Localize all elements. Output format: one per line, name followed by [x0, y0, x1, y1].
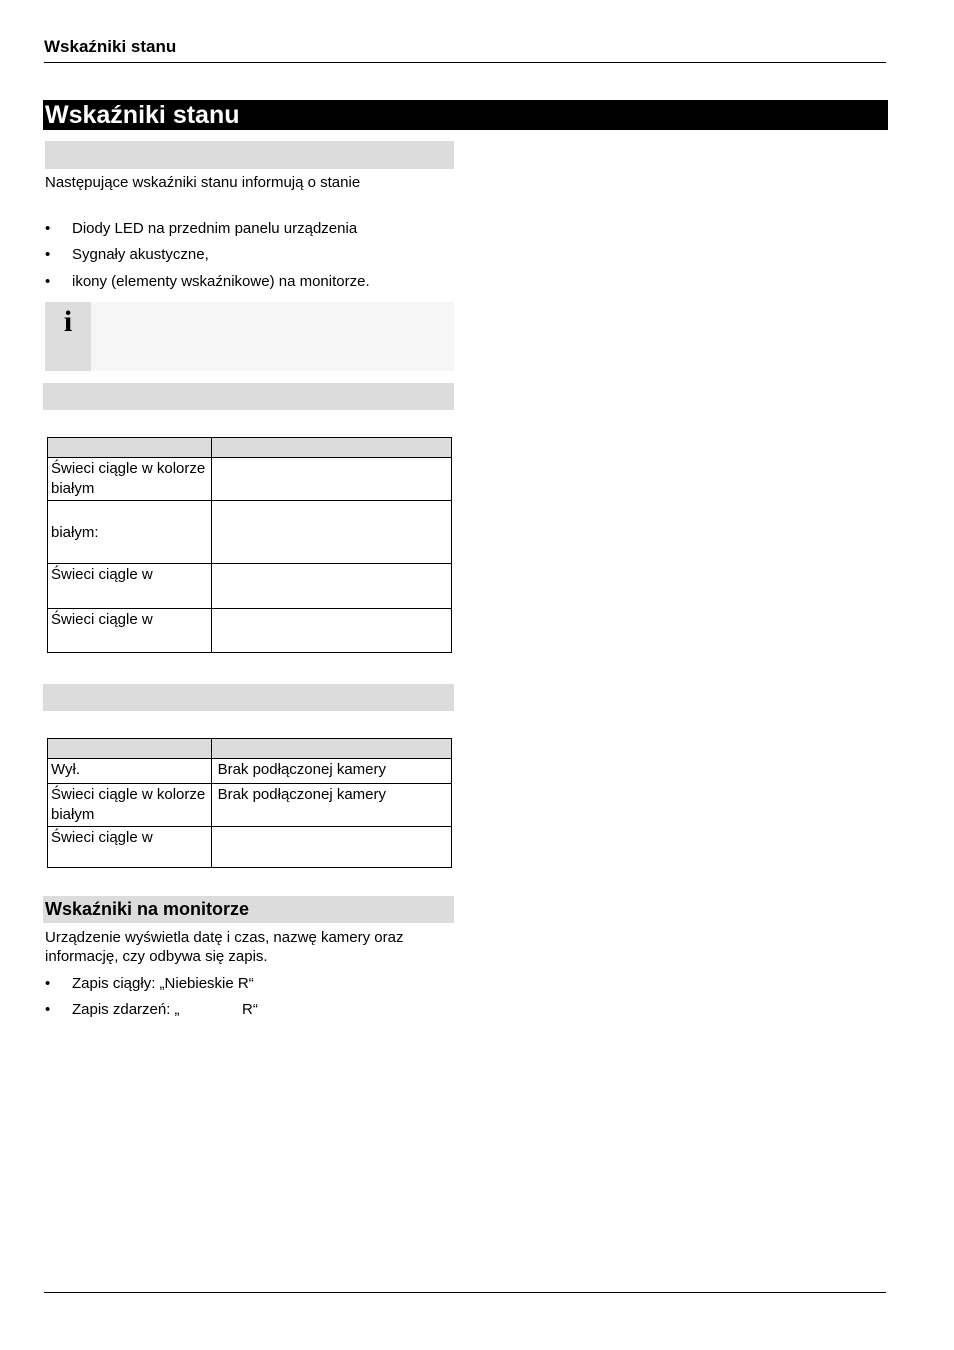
bullet-icon: • — [45, 273, 51, 290]
table-cell-state: Świeci ciągle w — [48, 827, 212, 868]
bullet-icon: • — [45, 220, 51, 237]
table-row — [48, 759, 452, 784]
table-row — [48, 784, 452, 827]
table-cell-meaning — [211, 564, 451, 609]
header-rule — [44, 62, 886, 63]
table-row — [48, 458, 452, 501]
note-box — [45, 302, 454, 371]
table-cell-meaning — [211, 458, 451, 501]
table-row — [48, 501, 452, 564]
table-cell-state: Świeci ciągle w — [48, 609, 212, 653]
bullet-icon: • — [45, 975, 51, 992]
page-title: Wskaźniki stanu — [43, 100, 888, 130]
section-bar-2 — [43, 383, 454, 410]
list-item-text: ikony (elementy wskaźnikowe) na monitorze. — [72, 273, 370, 290]
table-cell-state: Świeci ciągle w — [48, 564, 212, 609]
led-table-2 — [47, 738, 452, 868]
table-cell-state: Świeci ciągle w kolorze białym — [48, 784, 212, 827]
table-cell-meaning — [211, 609, 451, 653]
table-row — [48, 564, 452, 609]
list-item-text: Zapis zdarzeń: „ R“ — [72, 1001, 258, 1018]
monitor-section-heading: Wskaźniki na monitorze — [43, 896, 454, 923]
list-item-text: Zapis ciągły: „Niebieskie R“ — [72, 975, 254, 992]
bullet-icon: • — [45, 246, 51, 263]
list-item-text: Diody LED na przednim panelu urządzenia — [72, 220, 358, 237]
table-row — [48, 609, 452, 653]
intro-text: Następujące wskaźniki stanu informują o stanie — [45, 174, 361, 191]
monitor-section-text: Urządzenie wyświetla datę i czas, nazwę kamery oraz informację, czy odbywa się zapis. — [45, 929, 404, 965]
table-row — [48, 827, 452, 868]
table-cell-meaning: Brak podłączonej kamery — [211, 784, 451, 827]
table-cell-state: Świeci ciągle w kolorze białym — [48, 458, 212, 501]
footer-rule — [44, 1292, 886, 1293]
table-header-row — [48, 438, 452, 458]
table-cell-meaning: Brak podłączonej kamery — [211, 759, 451, 784]
table-cell-meaning — [211, 501, 451, 564]
table-cell-meaning — [211, 827, 451, 868]
table-header-row — [48, 739, 452, 759]
table-cell-state: białym: — [48, 501, 212, 564]
table-cell-state: Wył. — [48, 759, 212, 784]
info-icon: i — [45, 302, 91, 371]
section-bar-3 — [43, 684, 454, 711]
led-table-1 — [47, 437, 452, 653]
section-bar-1 — [45, 141, 454, 169]
list-item-text: Sygnały akustyczne, — [72, 246, 209, 263]
running-header: Wskaźniki stanu — [44, 37, 177, 56]
bullet-icon: • — [45, 1001, 51, 1018]
